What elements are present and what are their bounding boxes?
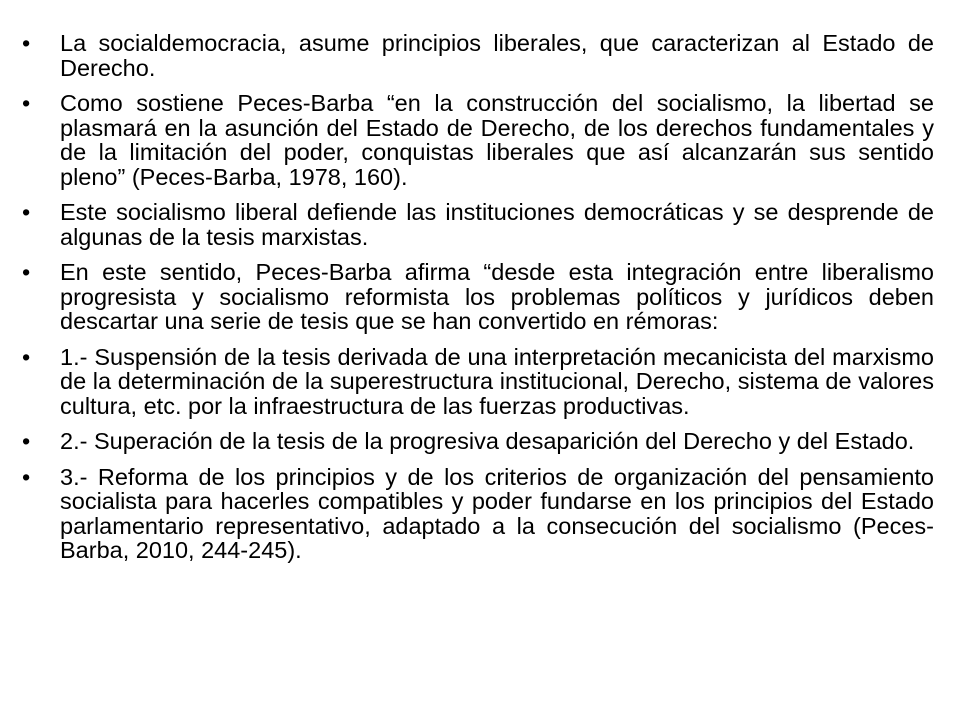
bullet-text: 1.- Suspensión de la tesis derivada de una interpretación mecanicista del marxismo de la determinación de la superestructura institucional, Derecho, sistema de valores cultura, etc. por la infraestructura de las fuerzas productivas. — [60, 343, 934, 419]
bullet-item — [22, 200, 934, 249]
bullet-list — [22, 31, 934, 574]
bullet-icon: • — [22, 199, 31, 225]
bullet-text: La socialdemocracia, asume principios liberales, que caracterizan al Estado de Derecho. — [60, 30, 934, 81]
bullet-icon: • — [22, 463, 31, 490]
bullet-icon: • — [22, 90, 31, 116]
bullet-item — [22, 429, 934, 454]
bullet-item — [22, 260, 934, 334]
bullet-item — [22, 91, 934, 189]
bullet-text: Como sostiene Peces-Barba “en la construcción del socialismo, la libertad se plasmará en la asunción del Estado de Derecho, de los derechos fundamentales y de la limitación del poder, conquistas liberales que así alcanzarán sus sentido pleno” (Peces-Barba, 1978, 160). — [60, 90, 934, 190]
bullet-item — [22, 465, 934, 563]
bullet-icon: • — [22, 259, 31, 285]
bullet-item — [22, 31, 934, 80]
bullet-text: 2.- Superación de la tesis de la progresiva desaparición del Derecho y del Estado. — [60, 428, 915, 454]
bullet-icon: • — [22, 343, 31, 370]
bullet-icon: • — [22, 30, 31, 56]
bullet-text: Este socialismo liberal defiende las instituciones democráticas y se desprende de algunas de la tesis marxistas. — [60, 199, 934, 250]
bullet-item — [22, 345, 934, 419]
bullet-text: 3.- Reforma de los principios y de los criterios de organización del pensamiento socialista para hacerles compatibles y poder fundarse en los principios del Estado parlamentario representativo, adaptado a la consecución del socialismo (Peces-Barba, 2010, 244-245). — [60, 463, 934, 563]
bullet-text: En este sentido, Peces-Barba afirma “desde esta integración entre liberalismo progresista y socialismo reformista los problemas políticos y jurídicos deben descartar una serie de tesis que se han convertido en rémoras: — [60, 259, 934, 334]
bullet-icon: • — [22, 428, 31, 454]
